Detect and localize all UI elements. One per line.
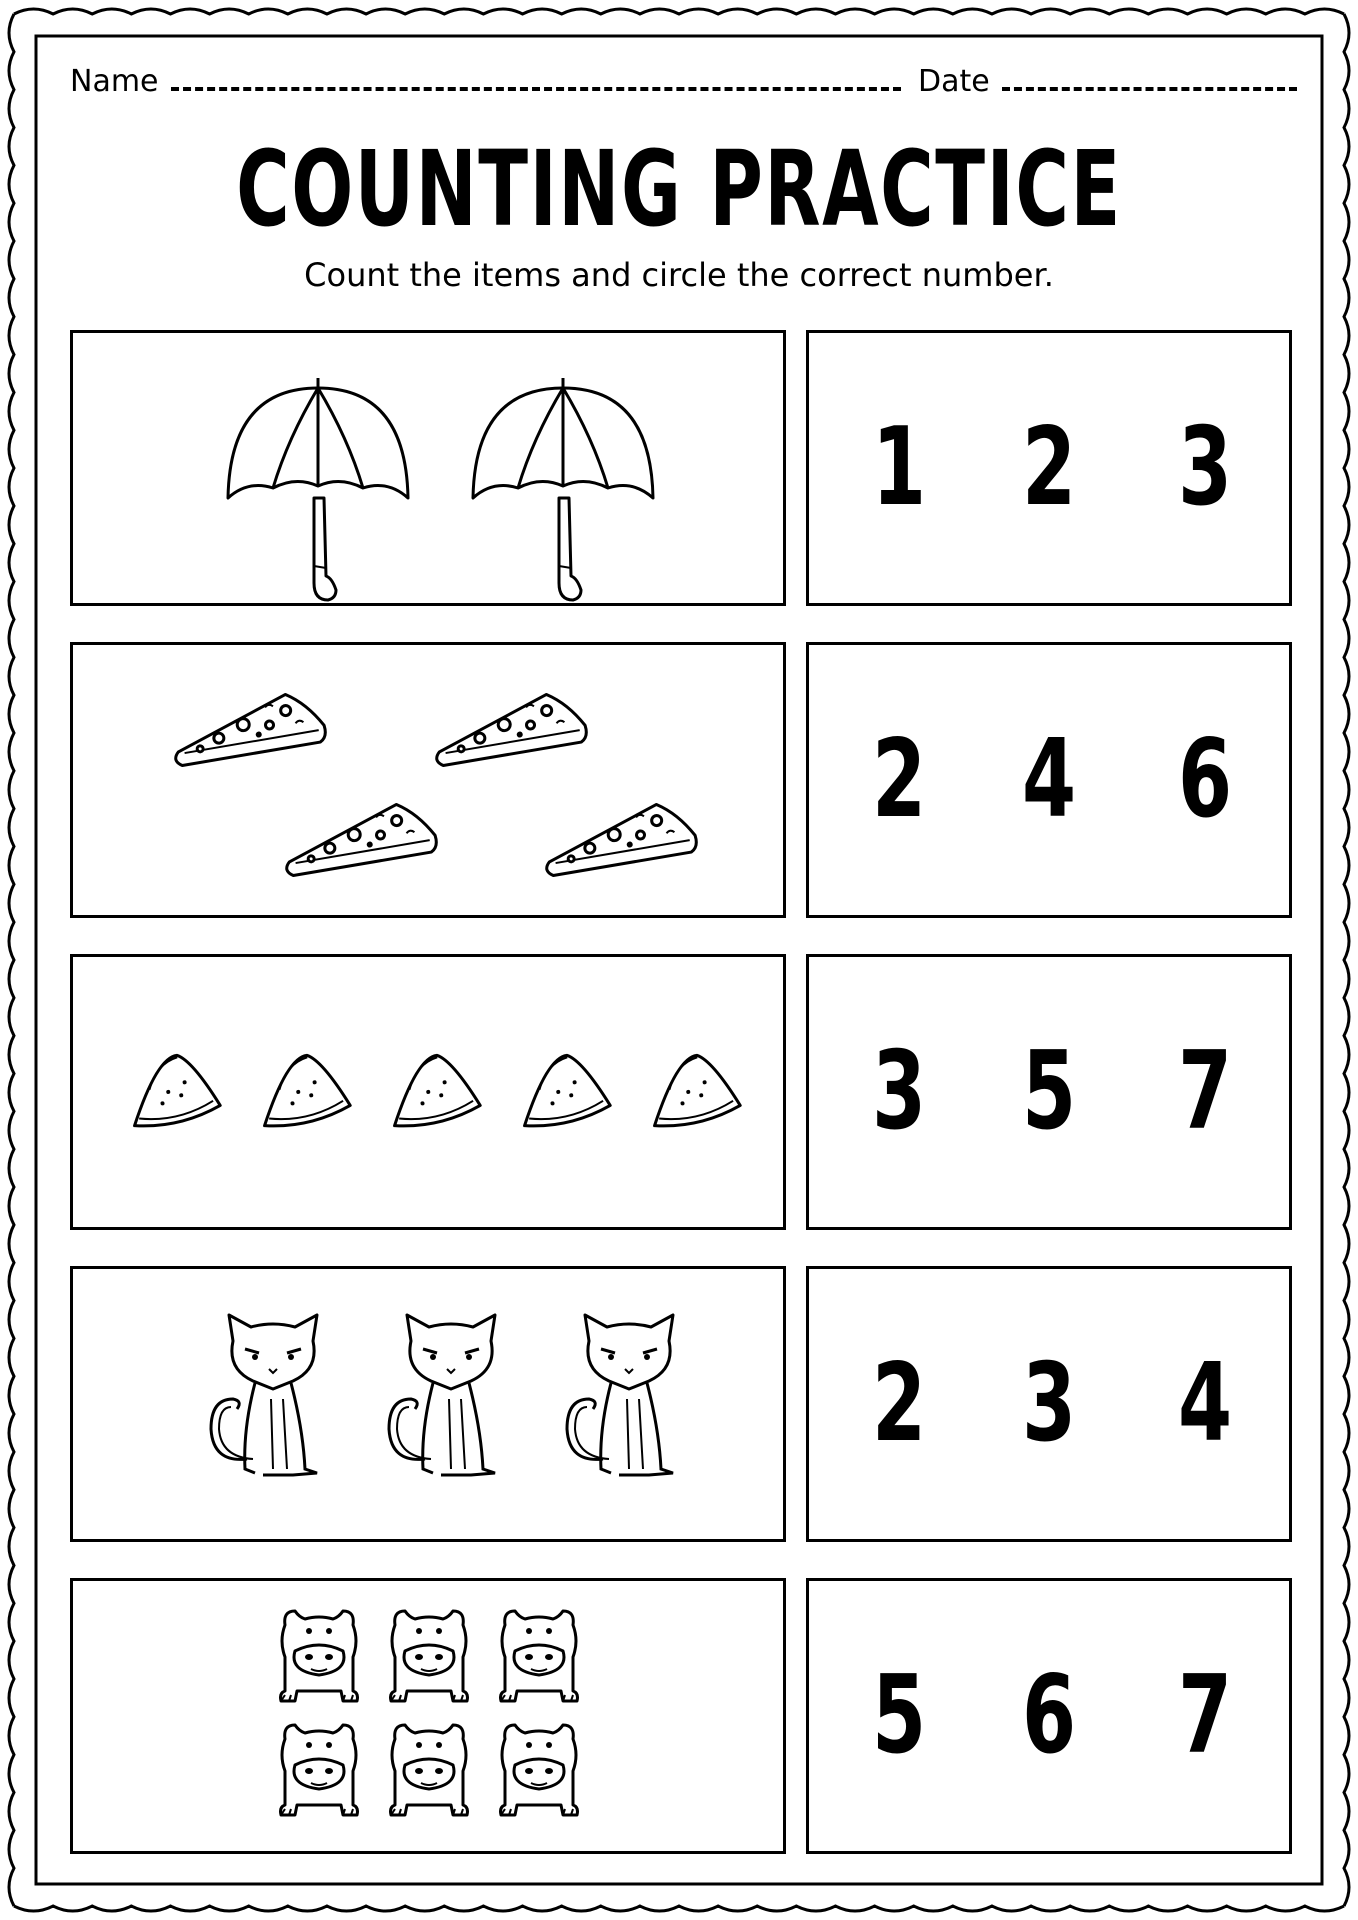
pizza-group: [73, 645, 789, 921]
umbrella-icon: [228, 378, 408, 600]
hippo-icon: [281, 1611, 358, 1701]
cat-icon: [389, 1315, 495, 1475]
watermelon-slice-icon: [252, 1049, 352, 1131]
number-option[interactable]: 5: [871, 1653, 927, 1778]
number-option[interactable]: 2: [1021, 405, 1077, 530]
date-blank[interactable]: [1002, 65, 1297, 91]
watermelon-group: [73, 957, 789, 1233]
date-label: Date: [918, 64, 990, 99]
pizza-slice-icon: [280, 800, 438, 877]
watermelon-slice-icon: [122, 1049, 222, 1131]
name-field[interactable]: [70, 64, 901, 99]
number-option[interactable]: 4: [1021, 717, 1077, 842]
picture-box-row-3: [70, 954, 786, 1230]
picture-box-row-5: [70, 1578, 786, 1854]
number-option[interactable]: 7: [1177, 1029, 1233, 1154]
name-label: Name: [70, 64, 159, 99]
number-option[interactable]: 3: [1177, 405, 1233, 530]
hippo-icon: [391, 1725, 468, 1815]
number-box-row-4: [806, 1266, 1292, 1542]
watermelon-slice-icon: [642, 1049, 742, 1131]
hippo-group: [73, 1581, 789, 1857]
name-blank[interactable]: [171, 65, 901, 91]
number-option[interactable]: 2: [871, 717, 927, 842]
date-field[interactable]: [918, 64, 1297, 99]
number-option[interactable]: 3: [871, 1029, 927, 1154]
number-option[interactable]: 6: [1177, 717, 1233, 842]
cat-icon: [211, 1315, 317, 1475]
cat-group: [73, 1269, 789, 1545]
umbrella-icon: [473, 378, 653, 600]
hippo-icon: [501, 1611, 578, 1701]
number-option[interactable]: 1: [871, 405, 927, 530]
picture-box-row-2: [70, 642, 786, 918]
number-box-row-3: [806, 954, 1292, 1230]
number-option[interactable]: 3: [1021, 1341, 1077, 1466]
number-box-row-1: [806, 330, 1292, 606]
hippo-icon: [501, 1725, 578, 1815]
picture-box-row-4: [70, 1266, 786, 1542]
pizza-slice-icon: [169, 690, 327, 767]
number-option[interactable]: 5: [1021, 1029, 1077, 1154]
cat-icon: [567, 1315, 673, 1475]
pizza-slice-icon: [540, 800, 698, 877]
number-option[interactable]: 4: [1177, 1341, 1233, 1466]
instructions: Count the items and circle the correct number.: [304, 256, 1054, 294]
number-option[interactable]: 2: [871, 1341, 927, 1466]
watermelon-slice-icon: [512, 1049, 612, 1131]
number-option[interactable]: 7: [1177, 1653, 1233, 1778]
umbrella-group: [73, 333, 789, 609]
number-option[interactable]: 6: [1021, 1653, 1077, 1778]
number-box-row-5: [806, 1578, 1292, 1854]
pizza-slice-icon: [430, 690, 588, 767]
picture-box-row-1: [70, 330, 786, 606]
number-box-row-2: [806, 642, 1292, 918]
watermelon-slice-icon: [382, 1049, 482, 1131]
hippo-icon: [281, 1725, 358, 1815]
page-title: COUNTING PRACTICE: [236, 128, 1122, 250]
hippo-icon: [391, 1611, 468, 1701]
